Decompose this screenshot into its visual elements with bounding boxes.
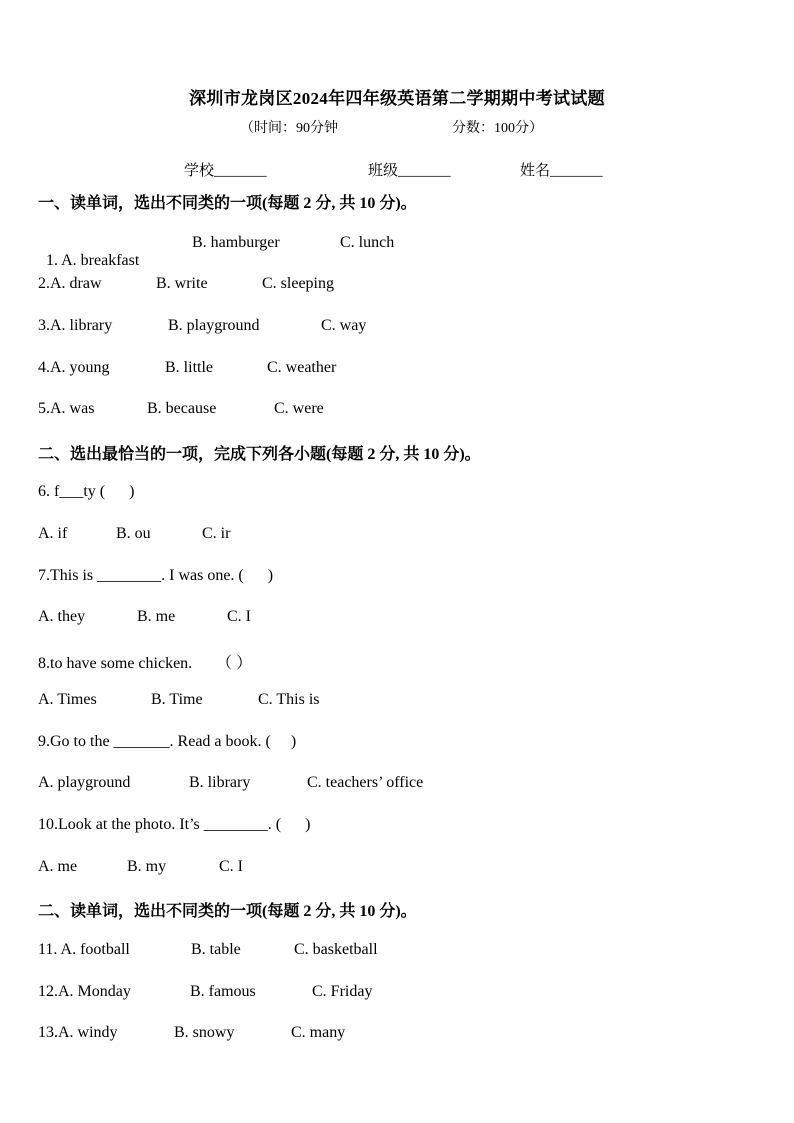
option: A. playground: [38, 774, 131, 791]
option: B. table: [191, 941, 241, 958]
option: C. ir: [202, 525, 231, 542]
option: A. Times: [38, 691, 97, 708]
name-field: 姓名_______: [520, 163, 603, 179]
option: C. Friday: [312, 983, 373, 1000]
option: B. snowy: [174, 1024, 235, 1041]
option: 3.A. library: [38, 317, 113, 334]
option: 11. A. football: [38, 941, 130, 958]
section-heading: 二、选出最恰当的一项，完成下列各小题(每题 2 分, 共 10 分)。: [38, 446, 481, 463]
option: A. me: [38, 858, 78, 875]
option: B. famous: [190, 983, 256, 1000]
option: A. if: [38, 525, 68, 542]
question-text: 7.This is ________. I was one. ( ): [38, 567, 274, 584]
school-field: 学校_______: [184, 163, 267, 179]
option: C. teachers’ office: [307, 774, 424, 791]
option: C. weather: [267, 359, 337, 376]
question-text: 8.to have some chicken. （ ）: [38, 655, 253, 672]
option: C. basketball: [294, 941, 378, 958]
option: A. they: [38, 608, 86, 625]
option: 2.A. draw: [38, 275, 102, 292]
question-text: 9.Go to the _______. Read a book. ( ): [38, 733, 297, 750]
option: B. because: [147, 400, 217, 417]
option: C. many: [291, 1024, 346, 1041]
option: C. I: [219, 858, 243, 875]
option: B. ou: [116, 525, 151, 542]
option: B. little: [165, 359, 213, 376]
option: 4.A. young: [38, 359, 110, 376]
option: B. Time: [151, 691, 203, 708]
option: C. I: [227, 608, 251, 625]
section-heading: 一、读单词，选出不同类的一项(每题 2 分, 共 10 分)。: [38, 195, 417, 212]
question-row: [38, 234, 139, 270]
option: B. me: [137, 608, 176, 625]
exam-score: 分数：100分）: [452, 121, 543, 136]
option: C. lunch: [340, 234, 395, 251]
option: 5.A. was: [38, 400, 95, 417]
option: C. way: [321, 317, 367, 334]
option: 12.A. Monday: [38, 983, 131, 1000]
option: B. hamburger: [192, 234, 280, 251]
option: C. sleeping: [262, 275, 334, 292]
exam-time: （时间：90分钟: [240, 121, 338, 136]
section-heading: 二、读单词，选出不同类的一项(每题 2 分, 共 10 分)。: [38, 903, 417, 920]
option: B. library: [189, 774, 251, 791]
class-field: 班级_______: [368, 163, 451, 179]
option: 13.A. windy: [38, 1024, 118, 1041]
option: B. my: [127, 858, 167, 875]
option: B. write: [156, 275, 208, 292]
option: C. This is: [258, 691, 320, 708]
page-title: 深圳市龙岗区2024年四年级英语第二学期期中考试试题: [189, 89, 605, 108]
option: B. playground: [168, 317, 260, 334]
option: C. were: [274, 400, 324, 417]
option: 1. A. breakfast: [46, 252, 140, 269]
question-text: 10.Look at the photo. It’s ________. ( ): [38, 816, 311, 833]
question-text: 6. f___ty ( ): [38, 483, 135, 500]
